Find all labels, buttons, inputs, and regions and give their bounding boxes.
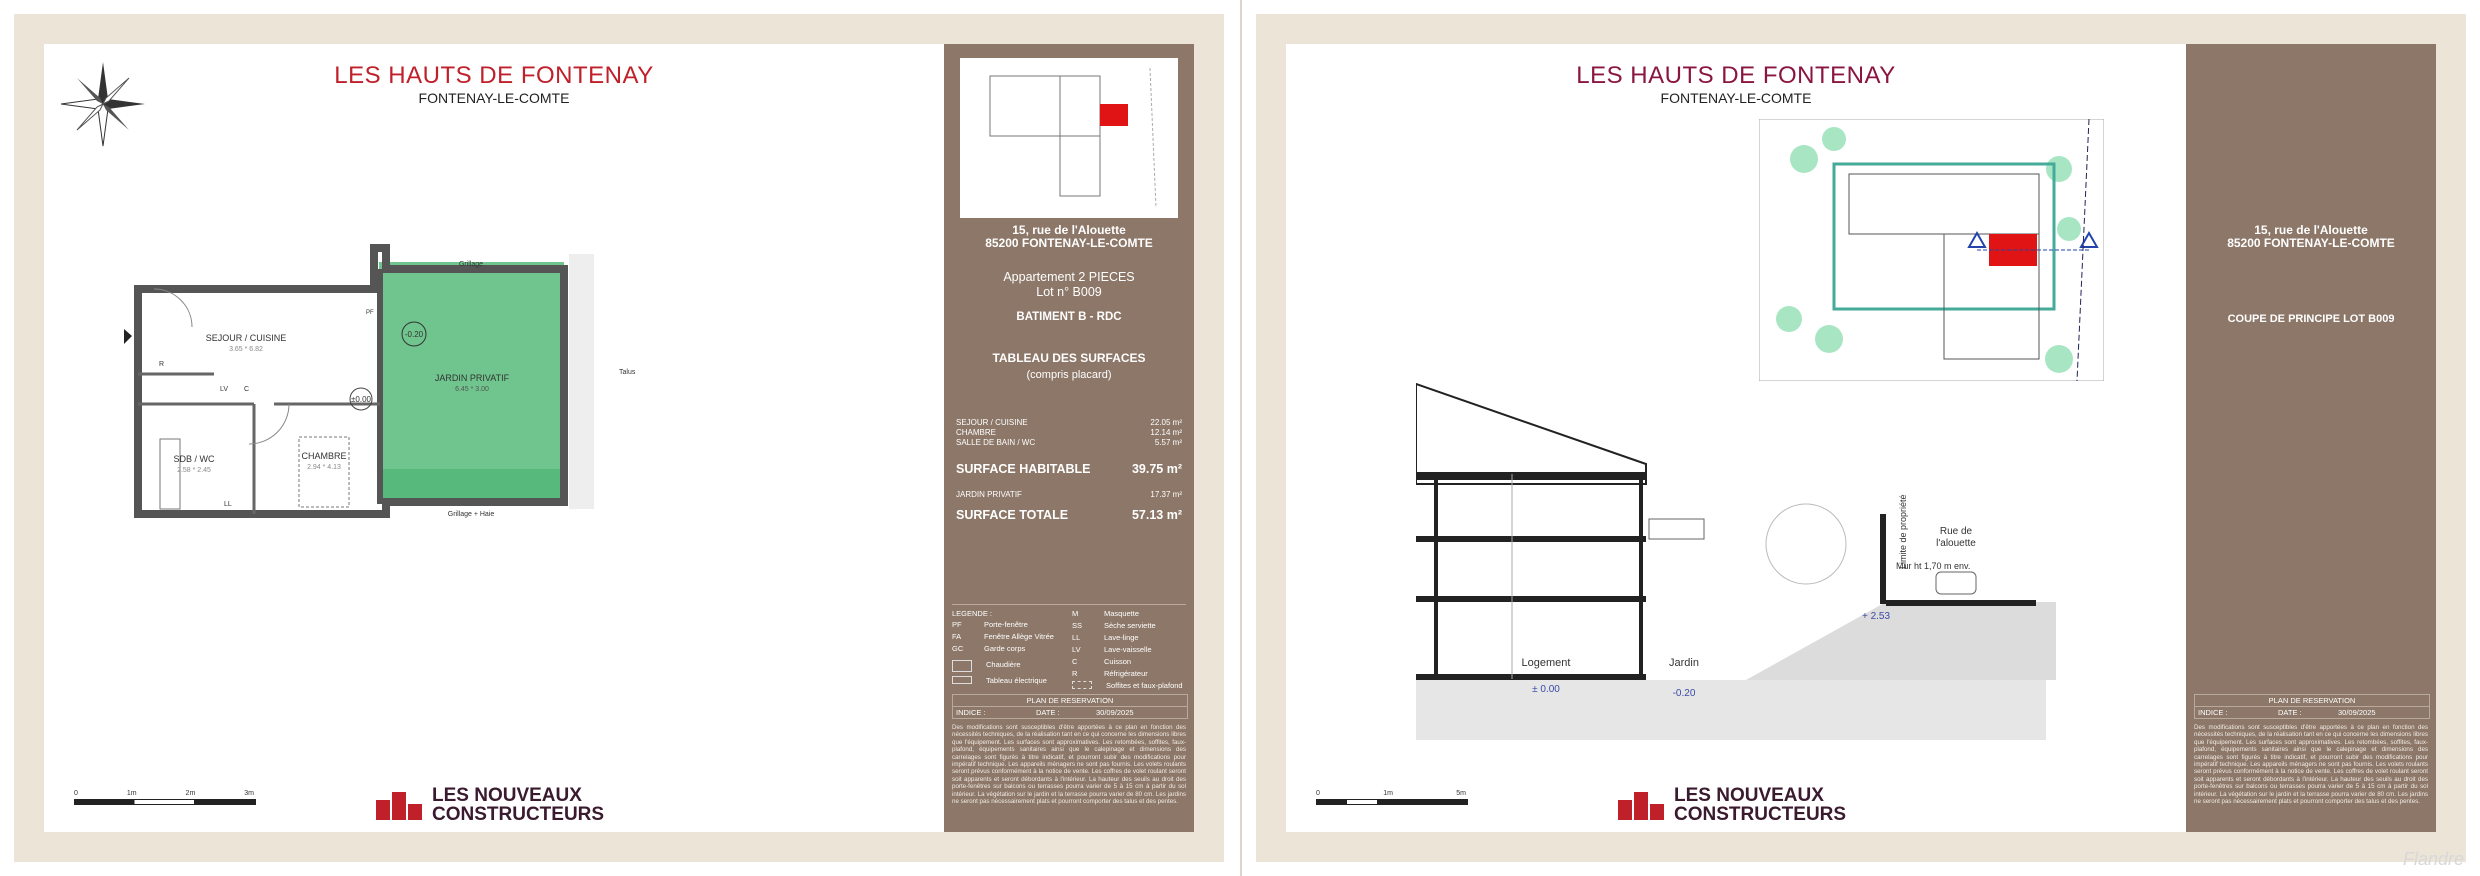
floor-plan-drawing [124,234,864,664]
street-name-line-1: Rue de [1939,526,1973,537]
disclaimer-text: Des modifications sont susceptibles d'être apportées à ce plan en fonction des nécessités techniques, de la réalisation tant en ce qui concerne les dimensions libres que l'équipement. Les surfaces sont approximatives. Les retombées, soffites, faux-plafond, équipements sanitaires ainsi que le calepinage et dimensions des carrelages sont figurés à titre indicatif, et pourront subir des modifications pour impératif technique. Les appareils ménagers ne sont pas fournis. Les volets roulants seront prévus conformément à la notice de vente. Les coffres de volet roulant seront soit apparents et seront débordants à l'intérieur. La hauteur des seuils au droit des porte-fenêtres sur balcons ou terrasses pourra varier de 5 à 15 cm à partir du sol intérieur. La végétation sur le jardin et la terrasse pourra varier de 80 cm. Les jardins ne seront pas nécessairement plats et pourront comporter des talus et des pentes. [952,724,1186,806]
street-name-line-2: l'alouette [1936,538,1976,549]
legend-item: Lave-linge [1104,633,1139,642]
plan-dim-jardin: 6.45 * 3.00 [455,386,489,393]
brand-logo [1616,786,1846,824]
index-label: INDICE : [2198,708,2228,717]
brand-line-2: CONSTRUCTEURS [432,804,605,825]
reservation-date: 30/09/2025 [1096,708,1134,717]
legend-item: Garde corps [984,644,1026,653]
reservation-title: PLAN DE RESERVATION [2195,695,2429,707]
apartment-type: Appartement 2 PIECES [1003,270,1135,284]
surfaces-title: TABLEAU DES SURFACES [992,351,1146,365]
lot-highlight [1100,104,1128,126]
project-title: LES HAUTS DE FONTENAY [334,62,654,89]
plan-label-lv: LV [220,386,229,393]
panel-icon [952,676,972,684]
surface-row-sdb: SALLE DE BAIN / WC 5.57 m² [956,438,1182,447]
surface-row-jardin: JARDIN PRIVATIF 17.37 m² [956,490,1182,499]
site-plan [1759,119,2104,381]
surface-habitable: SURFACE HABITABLE 39.75 m² [956,462,1182,476]
surface-totale: SURFACE TOTALE 57.13 m² [956,508,1182,522]
section-info-panel [2186,44,2436,832]
reservation-title: PLAN DE RESERVATION [953,695,1187,707]
date-label: DATE : [1036,708,1060,717]
address-street: 15, rue de l'Alouette [2254,223,2368,237]
section-level-garden: -0.20 [1672,688,1696,699]
building-level: BATIMENT B - RDC [1016,311,1122,323]
boiler-icon [952,660,972,672]
section-level-street: + 2.53 [1861,611,1891,622]
reservation-date: 30/09/2025 [2338,708,2376,717]
legend: LEGENDE : PF Porte-fenêtre FA Fenêtre Allège Vitrée GC Garde corps Chaudière Tableau électrique M Masquette SS Sèche serviette LL Lave-linge LV Lave-vaisselle C Cuisson R Réfrigérateur Soffites et faux-plafond [952,604,1186,605]
legend-item: Sèche serviette [1104,621,1156,630]
brand-logo-icon [1616,788,1666,822]
floor-plan-sheet [14,14,1224,862]
legend-item: Tableau électrique [986,676,1047,685]
section-title: COUPE DE PRINCIPE LOT B009 [2227,313,2395,325]
surface-row-chambre: CHAMBRE 12.14 m² [956,428,1182,437]
disclaimer-text: Des modifications sont susceptibles d'être apportées à ce plan en fonction des nécessités techniques, de la réalisation tant en ce qui concerne les dimensions libres que l'équipement. Les surfaces sont approximatives. Les retombées, soffites, faux-plafond, équipements sanitaires ainsi que le calepinage et dimensions des carrelages sont figurés à titre indicatif, et pourront subir des modifications pour impératif technique. Les appareils ménagers ne sont pas fournis. Les volets roulants seront prévus conformément à la notice de vente. Les coffres de volet roulant seront soit apparents et seront débordants à l'intérieur. La hauteur des seuils au droit des porte-fenêtres sur balcons ou terrasses pourra varier de 5 à 15 cm à partir du sol intérieur. La végétation sur le jardin et la terrasse pourra varier de 80 cm. Les jardins ne seront pas nécessairement plats et pourront comporter des talus et des pentes. [2194,724,2428,806]
date-label: DATE : [2278,708,2302,717]
plan-label-c: C [244,386,250,393]
section-level-interior: ± 0.00 [1532,684,1560,695]
legend-item: Porte-fenêtre [984,620,1028,629]
brand-logo [374,786,604,824]
plan-label-pf: PF [366,310,374,316]
brand-line-1: LES NOUVEAUX [1674,785,1824,806]
section-drawing [1416,344,2056,744]
project-subtitle: FONTENAY-LE-COMTE [1660,90,1812,106]
section-paper [1286,44,2186,832]
plan-label-sdb: SDB / WC [173,454,215,464]
legend-item: Cuisson [1104,657,1132,666]
brand-line-2: CONSTRUCTEURS [1674,804,1847,825]
legend-item: Fenêtre Allège Vitrée [984,632,1054,641]
floor-plan-paper [44,44,944,832]
index-label: INDICE : [956,708,986,717]
lot-number: Lot n° B009 [1036,285,1102,299]
wall-height-note: Mur ht 1,70 m env. [1896,561,1971,571]
watermark: Flandre [2402,849,2464,869]
address-city: 85200 FONTENAY-LE-COMTE [985,236,1153,250]
lot-info-panel [944,44,1194,832]
brand-logo-icon [374,788,424,822]
surfaces-note: (compris placard) [1026,369,1112,381]
plan-label-r: R [159,361,165,368]
plan-dim-sdb: 2.58 * 2.45 [177,467,211,474]
plan-dim-sejour: 3.65 * 6.82 [229,346,263,353]
plan-label-ll: LL [224,501,232,508]
section-label-logement: Logement [1521,657,1571,669]
legend-item: Masquette [1104,609,1140,618]
scale-bar: 0 1m 5m [1316,790,1468,805]
plan-dim-chambre: 2.94 * 4.13 [307,464,341,471]
legend-item: Soffites et faux-plafond [1106,681,1183,690]
surface-row-sejour: SEJOUR / CUISINE 22.05 m² [956,418,1182,427]
reservation-box [2194,694,2430,719]
plan-label-sejour: SEJOUR / CUISINE [205,333,287,343]
reservation-box [952,694,1188,719]
plan-label-grillage: Grillage [458,261,484,268]
address-street: 15, rue de l'Alouette [1012,223,1126,237]
legend-title: LEGENDE : [952,609,993,618]
address-city: 85200 FONTENAY-LE-COMTE [2227,236,2395,250]
property-limit-label: Limite de propriété [1898,494,1908,569]
plan-label-grillage-haie: Grillage + Haie [447,511,495,518]
legend-item: Lave-vaisselle [1104,645,1152,654]
plan-label-talus: Talus [619,369,636,376]
sheet-separator [1240,0,1242,876]
soffit-icon [1072,681,1092,689]
project-title: LES HAUTS DE FONTENAY [1576,62,1896,89]
plan-level-interior: ±0.00 [351,395,371,404]
legend-item: Chaudière [986,660,1021,669]
section-sheet [1256,14,2466,862]
plan-label-jardin: JARDIN PRIVATIF [434,373,510,383]
plan-level-garden: -0.20 [404,330,424,339]
site-plan-thumbnail [960,58,1178,218]
legend-item: Réfrigérateur [1104,669,1148,678]
scale-bar: 0 1m 2m 3m [74,790,256,805]
brand-line-1: LES NOUVEAUX [432,785,582,806]
compass-rose-icon [58,52,148,152]
section-label-jardin: Jardin [1669,657,1699,669]
project-subtitle: FONTENAY-LE-COMTE [418,90,570,106]
plan-label-chambre: CHAMBRE [301,451,347,461]
